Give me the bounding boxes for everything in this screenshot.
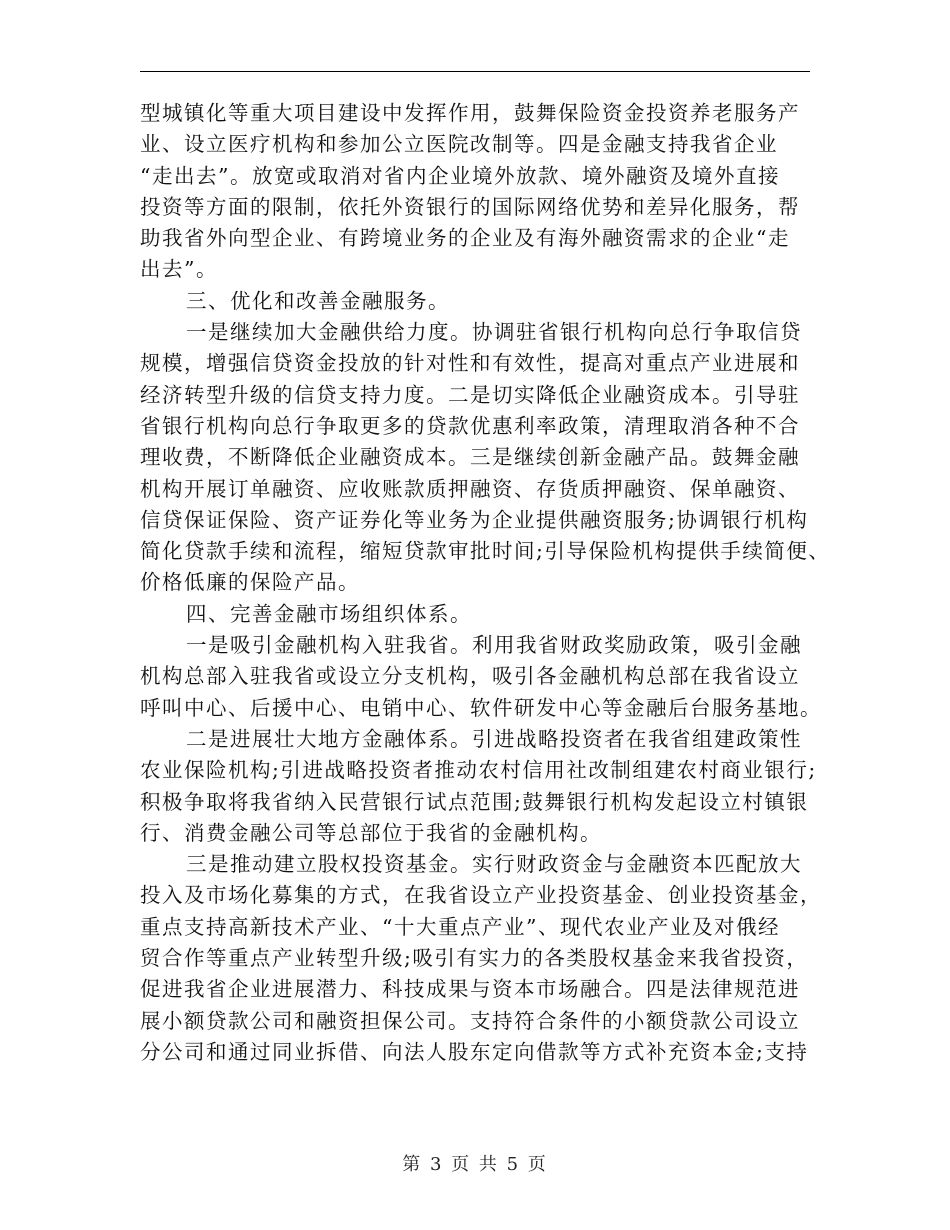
text-line: 简化贷款手续和流程，缩短贷款审批时间;引导保险机构提供手续简便、 [140, 539, 831, 564]
text-line: 出去”。 [140, 257, 218, 282]
text-line: 重点支持高新技术产业、“十大重点产业”、现代农业产业及对俄经 [140, 914, 780, 939]
paragraph-first-line: 三、优化和改善金融服务。 [186, 288, 450, 313]
text-line: 呼叫中心、后援中心、电销中心、软件研发中心等金融后台服务基地。 [140, 695, 822, 720]
text-line: 农业保险机构;引进战略投资者推动农村信用社改制组建农村商业银行; [140, 758, 817, 783]
text-line: 理收费，不断降低企业融资成本。三是继续创新金融产品。鼓舞金融 [140, 445, 800, 470]
text-line: 信贷保证保险、资产证券化等业务为企业提供融资服务;协调银行机构 [140, 507, 809, 532]
paragraph-first-line: 二是进展壮大地方金融体系。引进战略投资者在我省组建政策性 [186, 726, 802, 751]
paragraph-first-line: 三是推动建立股权投资基金。实行财政资金与金融资本匹配放大 [186, 852, 802, 877]
text-line: 展小额贷款公司和融资担保公司。支持符合条件的小额贷款公司设立 [140, 1008, 800, 1033]
text-line: 分公司和通过同业拆借、向法人股东定向借款等方式补充资本金;支持 [140, 1039, 809, 1064]
document-body [140, 98, 831, 1068]
paragraph-first-line: 四、完善金融市场组织体系。 [186, 601, 472, 626]
text-line: 助我省外向型企业、有跨境业务的企业及有海外融资需求的企业“走 [140, 226, 790, 251]
text-line: “走出去”。放宽或取消对省内企业境外放款、境外融资及境外直接 [140, 163, 780, 188]
text-line: 行、消费金融公司等总部位于我省的金融机构。 [140, 820, 602, 845]
text-line: 价格低廉的保险产品。 [140, 570, 360, 595]
text-line: 型城镇化等重大项目建设中发挥作用，鼓舞保险资金投资养老服务产 [140, 101, 800, 125]
text-line: 投入及市场化募集的方式，在我省设立产业投资基金、创业投资基金， [140, 883, 822, 908]
paragraph-first-line: 一是继续加大金融供给力度。协调驻省银行机构向总行争取信贷 [186, 320, 802, 345]
text-line: 经济转型升级的信贷支持力度。二是切实降低企业融资成本。引导驻 [140, 382, 800, 407]
text-line: 省银行机构向总行争取更多的贷款优惠利率政策，清理取消各种不合 [140, 413, 800, 438]
paragraph-first-line: 一是吸引金融机构入驻我省。利用我省财政奖励政策，吸引金融 [186, 633, 802, 658]
header-rule [140, 71, 810, 72]
text-line: 业、设立医疗机构和参加公立医院改制等。四是金融支持我省企业 [140, 132, 778, 157]
page-number: 第 3 页 共 5 页 [402, 1154, 548, 1175]
text-line: 规模，增强信贷资金投放的针对性和有效性，提高对重点产业进展和 [140, 351, 800, 376]
text-line: 机构总部入驻我省或设立分支机构，吸引各金融机构总部在我省设立 [140, 664, 800, 689]
text-line: 投资等方面的限制，依托外资银行的国际网络优势和差异化服务，帮 [140, 194, 800, 219]
text-line: 促进我省企业进展潜力、科技成果与资本市场融合。四是法律规范进 [140, 977, 800, 1002]
text-line: 机构开展订单融资、应收账款质押融资、存货质押融资、保单融资、 [140, 476, 800, 501]
text-line: 积极争取将我省纳入民营银行试点范围;鼓舞银行机构发起设立村镇银 [140, 789, 809, 814]
text-line: 贸合作等重点产业转型升级;吸引有实力的各类股权基金来我省投资， [140, 946, 809, 971]
